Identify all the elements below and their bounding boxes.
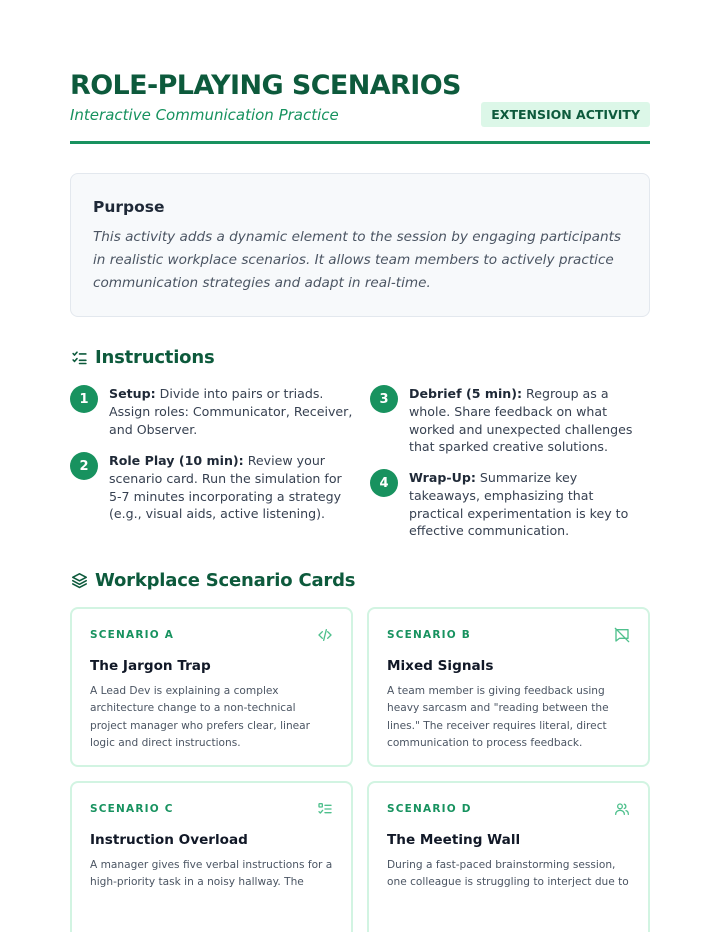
extension-activity-badge: EXTENSION ACTIVITY [481,102,650,127]
scenario-title: The Jargon Trap [90,658,211,674]
purpose-body: This activity adds a dynamic element to the session by engaging participants in realistic workplace scenarios. It allows team members to actively practice communication strategies and adapt in real-time. [93,229,622,291]
message-off-icon [614,627,630,643]
scenario-card-b[interactable] [367,607,650,767]
scenario-body: During a fast-paced brainstorming session, one colleague is struggling to interject due to [387,859,629,889]
step-number: 3 [370,385,398,413]
scenario-title: Mixed Signals [387,658,494,674]
scenarios-heading: Workplace Scenario Cards [95,570,356,591]
layers-icon [70,572,88,590]
instruction-step-3 [370,385,650,456]
scenario-label: SCENARIO A [90,629,175,641]
purpose-heading: Purpose [93,198,165,216]
step-number: 4 [370,469,398,497]
step-number: 2 [70,452,98,480]
instruction-step-1 [70,385,355,438]
checklist-icon [70,349,88,367]
instructions-heading: Instructions [95,347,215,368]
step-lead: Debrief (5 min): [409,386,523,401]
header [70,70,650,124]
scenario-label: SCENARIO D [387,803,472,815]
step-text [109,385,355,438]
code-icon [317,627,333,643]
scenario-card-c[interactable] [70,781,353,932]
instruction-step-2 [70,452,355,523]
step-text [409,469,650,540]
scenarios-section-header [70,570,355,591]
header-divider [70,141,650,144]
step-text [109,452,355,523]
purpose-box [70,173,650,317]
step-lead: Setup: [109,386,156,401]
scenario-body: A Lead Dev is explaining a complex architecture change to a non-technical project manager who prefers clear, linear logic and direct instructions. [90,685,311,749]
scenario-card-d[interactable] [367,781,650,932]
scenario-body: A team member is giving feedback using heavy sarcasm and "reading between the lines." The receiver requires literal, direct communication to process feedback. [387,685,609,749]
step-number: 1 [70,385,98,413]
step-lead: Wrap-Up: [409,470,476,485]
step-body: Divide into pairs or triads. Assign roles: Communicator, Receiver, and Observer. [109,386,353,437]
users-icon [614,801,630,817]
scenario-title: Instruction Overload [90,832,248,848]
scenario-title: The Meeting Wall [387,832,521,848]
step-lead: Role Play (10 min): [109,453,244,468]
scenario-label: SCENARIO B [387,629,471,641]
step-text [409,385,650,456]
list-checks-icon [317,801,333,817]
scenario-card-a[interactable] [70,607,353,767]
step-body: Review your scenario card. Run the simulation for 5-7 minutes incorporating a strategy (e.g., visual aids, active listening). [109,453,342,522]
page-title: ROLE-PLAYING SCENARIOS [70,70,461,101]
step-body: Summarize key takeaways, emphasizing that practical experimentation is key to effective communication. [409,470,629,539]
page-subtitle: Interactive Communication Practice [70,106,339,124]
instructions-section-header [70,347,214,368]
instruction-step-4 [370,469,650,540]
step-body: Regroup as a whole. Share feedback on what worked and unexpected challenges that sparked creative solutions. [409,386,633,455]
scenario-label: SCENARIO C [90,803,174,815]
scenario-body: A manager gives five verbal instructions for a high-priority task in a noisy hallway. The [90,859,333,889]
